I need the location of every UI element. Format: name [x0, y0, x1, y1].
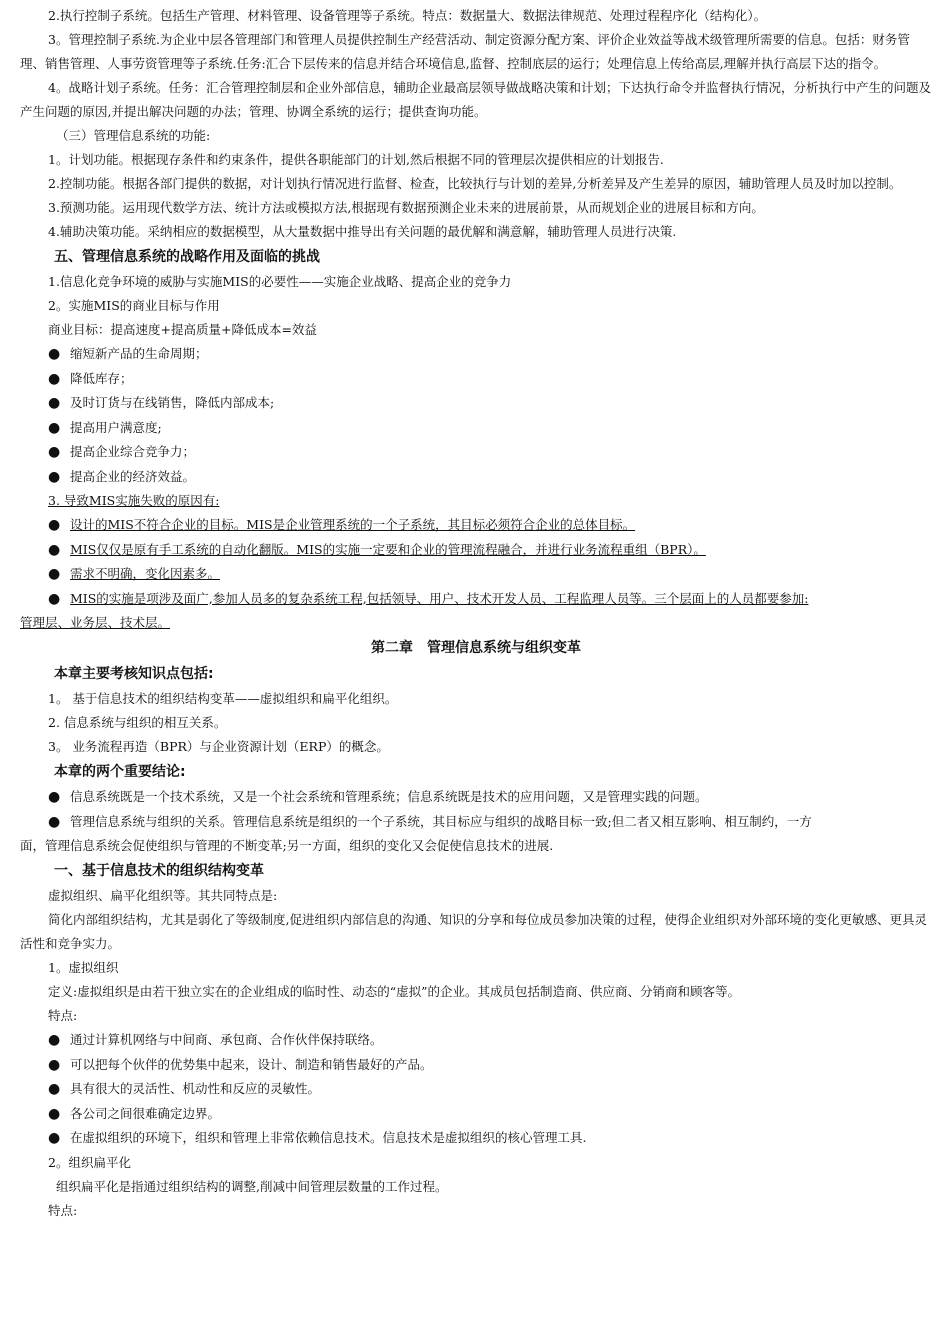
para-forecast-function: 3.预测功能。运用现代数学方法、统计方法或模拟方法,根据现有数据预测企业未来的进展前景，从而规划企业的进展目标和方向。 [48, 200, 764, 215]
bullet-icon: ● [48, 566, 61, 582]
bullet-icon: ● [48, 395, 61, 411]
bullet-icon: ● [48, 370, 61, 387]
para-common-traits: 简化内部组织结构，尤其是弱化了等级制度,促进组织内部信息的沟通、知识的分享和每位成员参加决策的过程，使得企业组织对外部环境的变化更敏感、更具灵活性和竞争实力。 [20, 912, 927, 951]
para-mis-failure-continued: 管理层、业务层、技术层。 [20, 615, 171, 630]
bullet-icon: ● [48, 346, 61, 362]
key-point-item: 2. 信息系统与组织的相互关系。 [48, 715, 227, 730]
bullet-icon: ● [48, 1081, 61, 1097]
flat-org-title: 2。组织扁平化 [48, 1154, 131, 1170]
bullet-icon: ● [48, 1130, 61, 1146]
virtual-org-bullets [20, 1028, 932, 1151]
para-execution-subsystem: 2.执行控制子系统。包括生产管理、材料管理、设备管理等子系统。特点：数据量大、数据法律规范、处理过程程序化（结构化）。 [48, 8, 767, 23]
bullet-icon: ● [48, 590, 61, 607]
list-item: ● 提高企业综合竞争力； [20, 440, 932, 465]
list-item: ● 各公司之间很难确定边界。 [20, 1102, 932, 1127]
bullet-icon: ● [48, 517, 61, 533]
para-control-function: 2.控制功能。根据各部门提供的数据，对计划执行情况进行监督、检查，比较执行与计划的差异,分析差异及产生差异的原因，辅助管理人员及时加以控制。 [48, 176, 902, 191]
bullet-icon: ● [48, 789, 61, 805]
para-mis-business-goals: 2。实施MIS的商业目标与作用 [48, 298, 220, 313]
key-point-item: 3。 业务流程再造（BPR）与企业资源计划（ERP）的概念。 [48, 739, 389, 754]
chapter-two-title: 第二章 管理信息系统与组织变革 [371, 640, 581, 656]
list-item: ● 降低库存； [20, 367, 932, 392]
bullet-icon: ● [48, 1032, 61, 1048]
list-item: ● MIS的实施是项涉及面广,参加人员多的复杂系统工程,包括领导、用户、技术开发人员、工程监理人员等。三个层面上的人员都要参加: [20, 587, 932, 612]
para-strategic-planning-subsystem: 4。战略计划子系统。任务：汇合管理控制层和企业外部信息，辅助企业最高层领导做战略决策和计划；下达执行命令并监督执行情况，分析执行中产生的问题及产生问题的原因,并提出解决问题的办法；管理、协调全系统的运行；提供查询功能。 [20, 80, 931, 119]
list-item: ● 在虚拟组织的环境下，组织和管理上非常依赖信息技术。信息技术是虚拟组织的核心管理工具. [20, 1126, 932, 1151]
bullet-icon: ● [48, 468, 61, 485]
para-planning-function: 1。计划功能。根据现存条件和约束条件，提供各职能部门的计划,然后根据不同的管理层次提供相应的计划报告. [48, 152, 664, 167]
section-one-heading: 一、基于信息技术的组织结构变革 [54, 863, 264, 879]
list-item: ● 需求不明确，变化因素多。 [20, 562, 932, 587]
list-item: ● 具有很大的灵活性、机动性和反应的灵敏性。 [20, 1077, 932, 1102]
para-common-traits-intro: 虚拟组织、扁平化组织等。其共同特点是: [48, 888, 278, 903]
flat-org-features-label: 特点: [48, 1202, 78, 1218]
list-item: ● 提高用户满意度; [20, 416, 932, 441]
list-item: ● 提高企业的经济效益。 [20, 465, 932, 490]
bullet-icon: ● [48, 813, 61, 830]
list-item: ● 缩短新产品的生命周期； [20, 342, 932, 367]
bullet-icon: ● [48, 1105, 61, 1122]
virtual-org-title: 1。虚拟组织 [48, 960, 119, 975]
list-item: ● 可以把每个伙伴的优势集中起来，设计、制造和销售最好的产品。 [20, 1053, 932, 1078]
para-mis-necessity: 1.信息化竞争环境的威胁与实施MIS的必要性——实施企业战略、提高企业的竞争力 [48, 274, 512, 289]
para-management-control-subsystem: 3。管理控制子系统.为企业中层各管理部门和管理人员提供控制生产经营活动、制定资源分配方案、评价企业效益等战术级管理所需要的信息。包括：财务管理、销售管理、人事劳资管理等子系统.任务:汇合下层传来的信息并结合环境信息,监督、控制底层的运行；处理信息上传给高层,理解并执行高层下达的指令。 [20, 32, 910, 71]
bullet-icon: ● [48, 444, 61, 460]
flat-org-definition: 组织扁平化是指通过组织结构的调整,削减中间管理层数量的工作过程。 [56, 1178, 448, 1194]
mis-failure-bullets [20, 513, 932, 611]
list-item: ● 设计的MIS不符合企业的目标。MIS是企业管理系统的一个子系统，其目标必须符合企业的总体目标。 [20, 513, 932, 538]
conclusion-continued: 面，管理信息系统会促使组织与管理的不断变革;另一方面，组织的变化又会促使信息技术的进展. [20, 838, 554, 853]
business-goal-bullets [20, 342, 932, 489]
para-mis-failure-title: 3. 导致MIS实施失败的原因有: [48, 493, 220, 508]
bullet-icon: ● [48, 1056, 61, 1073]
key-point-item: 1。 基于信息技术的组织结构变革——虚拟组织和扁平化组织。 [48, 691, 398, 706]
conclusions-heading: 本章的两个重要结论: [54, 764, 186, 780]
para-business-goal-formula: 商业目标：提高速度+提高质量+降低成本=效益 [48, 322, 317, 337]
para-mis-functions-title: （三）管理信息系统的功能: [56, 128, 211, 143]
list-item: ● 通过计算机网络与中间商、承包商、合作伙伴保持联络。 [20, 1028, 932, 1053]
para-decision-support-function: 4.辅助决策功能。采纳相应的数据模型，从大量数据中推导出有关问题的最优解和满意解，辅助管理人员进行决策. [48, 224, 677, 239]
key-points-heading: 本章主要考核知识点包括: [54, 666, 214, 682]
conclusion-item: ● 管理信息系统与组织的关系。管理信息系统是组织的一个子系统，其目标应与组织的战略目标一致;但二者又相互影响、相互制约，一方 [20, 810, 932, 835]
virtual-org-definition: 定义:虚拟组织是由若干独立实在的企业组成的临时性、动态的“虚拟”的企业。其成员包括制造商、供应商、分销商和顾客等。 [48, 984, 740, 999]
list-item: ● 及时订货与在线销售，降低内部成本; [20, 391, 932, 416]
bullet-icon: ● [48, 419, 61, 436]
conclusion-item: ● 信息系统既是一个技术系统，又是一个社会系统和管理系统；信息系统既是技术的应用问题，又是管理实践的问题。 [20, 785, 932, 810]
list-item: ● MIS仅仅是原有手工系统的自动化翻版。MIS的实施一定要和企业的管理流程融合，并进行业务流程重组（BPR）。 [20, 538, 932, 563]
virtual-org-features-label: 特点: [48, 1008, 78, 1023]
bullet-icon: ● [48, 541, 61, 558]
section-five-heading: 五、管理信息系统的战略作用及面临的挑战 [54, 249, 320, 265]
